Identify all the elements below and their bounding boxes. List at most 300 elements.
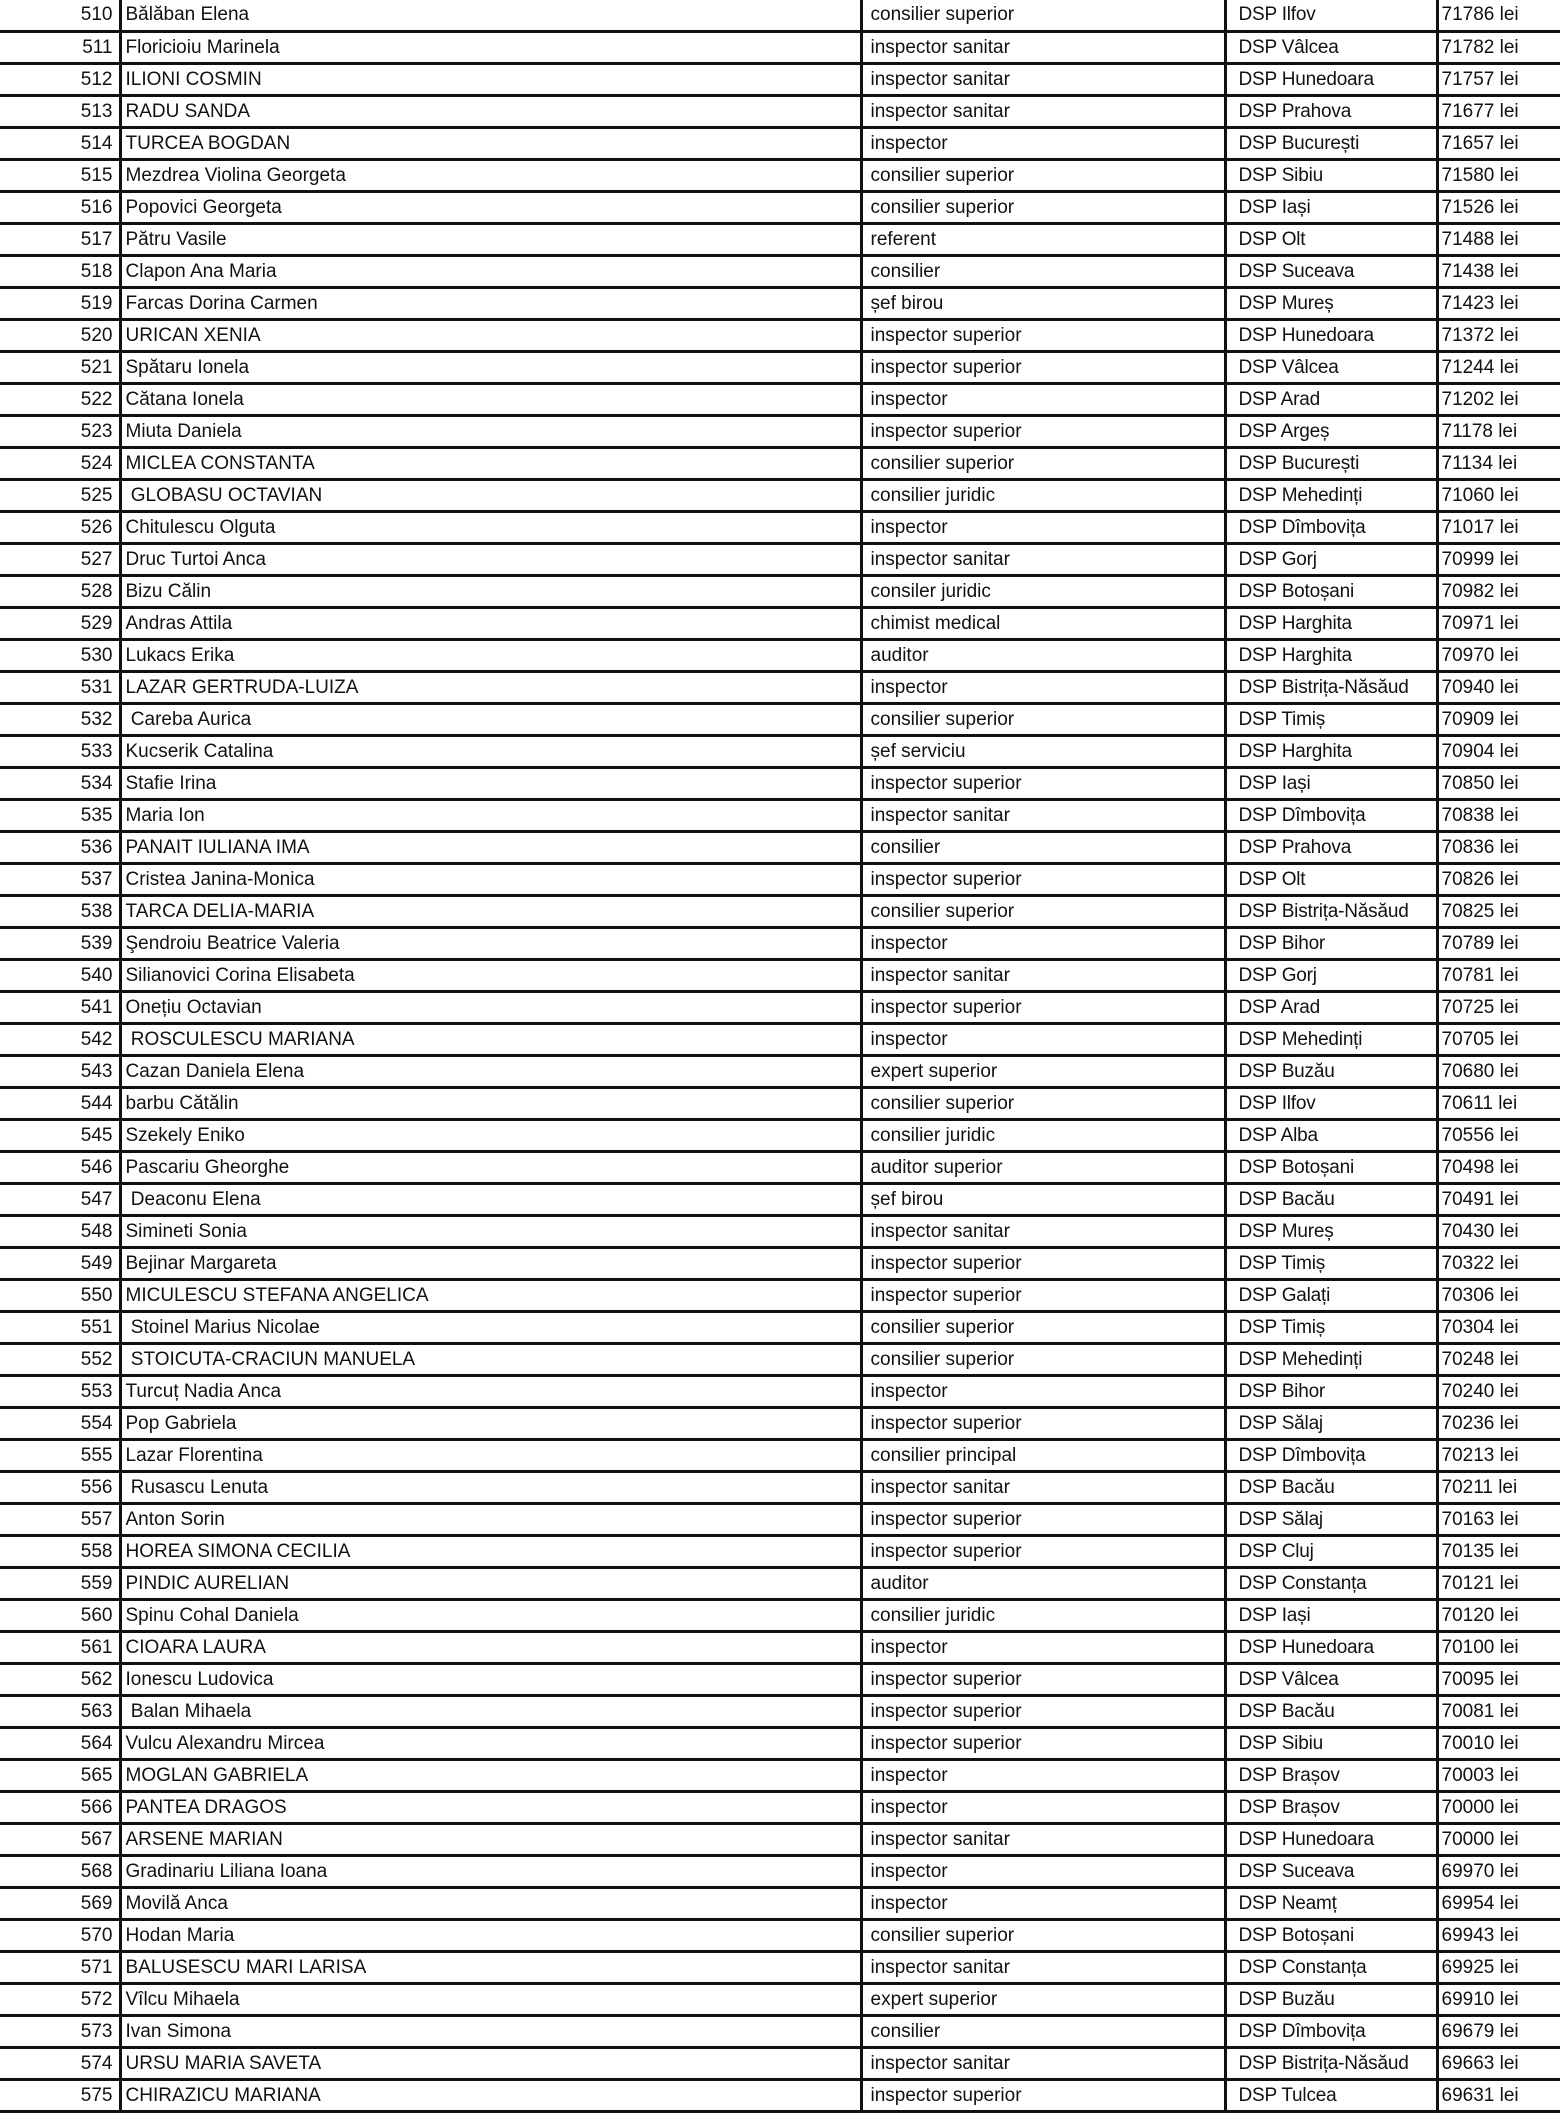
salary-amount: 70781 lei <box>1437 959 1560 991</box>
table-row <box>0 447 1560 479</box>
salary-amount: 70970 lei <box>1437 639 1560 671</box>
institution-name: DSP Sibiu <box>1225 159 1437 191</box>
salary-amount: 69925 lei <box>1437 1951 1560 1983</box>
row-number: 535 <box>0 799 120 831</box>
row-number: 561 <box>0 1631 120 1663</box>
employee-name: barbu Cătălin <box>120 1087 861 1119</box>
employee-name: CHIRAZICU MARIANA <box>120 2079 861 2111</box>
job-title: inspector sanitar <box>861 31 1225 63</box>
job-title: inspector <box>861 1759 1225 1791</box>
table-row <box>0 255 1560 287</box>
salary-amount: 70705 lei <box>1437 1023 1560 1055</box>
row-number: 541 <box>0 991 120 1023</box>
salary-amount: 70010 lei <box>1437 1727 1560 1759</box>
row-number: 512 <box>0 63 120 95</box>
employee-name: Şendroiu Beatrice Valeria <box>120 927 861 959</box>
institution-name: DSP Sălaj <box>1225 1503 1437 1535</box>
institution-name: DSP Harghita <box>1225 735 1437 767</box>
salary-amount: 70000 lei <box>1437 1823 1560 1855</box>
institution-name: DSP Constanța <box>1225 1951 1437 1983</box>
row-number: 514 <box>0 127 120 159</box>
employee-name: Turcuț Nadia Anca <box>120 1375 861 1407</box>
salary-amount: 70304 lei <box>1437 1311 1560 1343</box>
table-row <box>0 0 1560 31</box>
table-row <box>0 543 1560 575</box>
table-row <box>0 1503 1560 1535</box>
employee-name: Kucserik Catalina <box>120 735 861 767</box>
table-row <box>0 1695 1560 1727</box>
job-title: inspector sanitar <box>861 543 1225 575</box>
salary-amount: 70725 lei <box>1437 991 1560 1023</box>
institution-name: DSP Galați <box>1225 1279 1437 1311</box>
institution-name: DSP Botoșani <box>1225 1151 1437 1183</box>
table-row <box>0 1215 1560 1247</box>
job-title: inspector <box>861 511 1225 543</box>
employee-name: Mezdrea Violina Georgeta <box>120 159 861 191</box>
row-number: 515 <box>0 159 120 191</box>
employee-name: Careba Aurica <box>120 703 861 735</box>
employee-name: BALUSESCU MARI LARISA <box>120 1951 861 1983</box>
table-row <box>0 511 1560 543</box>
row-number: 548 <box>0 1215 120 1247</box>
table-row <box>0 63 1560 95</box>
table-row <box>0 607 1560 639</box>
employee-name: STOICUTA-CRACIUN MANUELA <box>120 1343 861 1375</box>
job-title: consilier superior <box>861 1087 1225 1119</box>
institution-name: DSP Dîmbovița <box>1225 511 1437 543</box>
institution-name: DSP Olt <box>1225 223 1437 255</box>
job-title: chimist medical <box>861 607 1225 639</box>
table-row <box>0 1887 1560 1919</box>
table-row <box>0 223 1560 255</box>
row-number: 574 <box>0 2047 120 2079</box>
job-title: șef serviciu <box>861 735 1225 767</box>
row-number: 521 <box>0 351 120 383</box>
job-title: inspector superior <box>861 991 1225 1023</box>
salary-amount: 71677 lei <box>1437 95 1560 127</box>
employee-name: Gradinariu Liliana Ioana <box>120 1855 861 1887</box>
table-row <box>0 991 1560 1023</box>
employee-name: CIOARA LAURA <box>120 1631 861 1663</box>
salary-amount: 69631 lei <box>1437 2079 1560 2111</box>
table-row <box>0 1599 1560 1631</box>
institution-name: DSP Alba <box>1225 1119 1437 1151</box>
employee-name: URICAN XENIA <box>120 319 861 351</box>
row-number: 519 <box>0 287 120 319</box>
salary-amount: 70003 lei <box>1437 1759 1560 1791</box>
table-row <box>0 1471 1560 1503</box>
row-number: 550 <box>0 1279 120 1311</box>
job-title: expert superior <box>861 1983 1225 2015</box>
salary-amount: 70100 lei <box>1437 1631 1560 1663</box>
table-row <box>0 895 1560 927</box>
institution-name: DSP Suceava <box>1225 255 1437 287</box>
salary-amount: 70789 lei <box>1437 927 1560 959</box>
salary-amount: 69943 lei <box>1437 1919 1560 1951</box>
salary-amount: 71134 lei <box>1437 447 1560 479</box>
institution-name: DSP Timiș <box>1225 1247 1437 1279</box>
salary-amount: 70120 lei <box>1437 1599 1560 1631</box>
institution-name: DSP Bihor <box>1225 1375 1437 1407</box>
job-title: expert superior <box>861 1055 1225 1087</box>
row-number: 568 <box>0 1855 120 1887</box>
salary-amount: 69910 lei <box>1437 1983 1560 2015</box>
institution-name: DSP Constanța <box>1225 1567 1437 1599</box>
table-row <box>0 1023 1560 1055</box>
table-row <box>0 95 1560 127</box>
row-number: 543 <box>0 1055 120 1087</box>
institution-name: DSP Prahova <box>1225 831 1437 863</box>
salary-amount: 70081 lei <box>1437 1695 1560 1727</box>
employee-name: Maria Ion <box>120 799 861 831</box>
employee-name: Stoinel Marius Nicolae <box>120 1311 861 1343</box>
row-number: 558 <box>0 1535 120 1567</box>
employee-name: Vîlcu Mihaela <box>120 1983 861 2015</box>
institution-name: DSP Suceava <box>1225 1855 1437 1887</box>
employee-name: PINDIC AURELIAN <box>120 1567 861 1599</box>
employee-name: ILIONI COSMIN <box>120 63 861 95</box>
row-number: 537 <box>0 863 120 895</box>
salary-amount: 70236 lei <box>1437 1407 1560 1439</box>
salary-amount: 70430 lei <box>1437 1215 1560 1247</box>
table-row <box>0 319 1560 351</box>
table-row <box>0 2047 1560 2079</box>
institution-name: DSP Mehedinți <box>1225 479 1437 511</box>
salary-amount: 69970 lei <box>1437 1855 1560 1887</box>
employee-name: LAZAR GERTRUDA-LUIZA <box>120 671 861 703</box>
job-title: consilier juridic <box>861 1599 1225 1631</box>
table-row <box>0 287 1560 319</box>
institution-name: DSP Buzău <box>1225 1983 1437 2015</box>
employee-name: URSU MARIA SAVETA <box>120 2047 861 2079</box>
row-number: 513 <box>0 95 120 127</box>
salary-amount: 70826 lei <box>1437 863 1560 895</box>
row-number: 563 <box>0 1695 120 1727</box>
salary-amount: 71782 lei <box>1437 31 1560 63</box>
institution-name: DSP Botoșani <box>1225 575 1437 607</box>
employee-name: Pop Gabriela <box>120 1407 861 1439</box>
salary-amount: 71423 lei <box>1437 287 1560 319</box>
job-title: inspector sanitar <box>861 95 1225 127</box>
employee-name: Spătaru Ionela <box>120 351 861 383</box>
row-number: 534 <box>0 767 120 799</box>
table-row <box>0 1407 1560 1439</box>
salary-amount: 69663 lei <box>1437 2047 1560 2079</box>
salary-amount: 70611 lei <box>1437 1087 1560 1119</box>
row-number: 524 <box>0 447 120 479</box>
job-title: consilier superior <box>861 1311 1225 1343</box>
table-row <box>0 671 1560 703</box>
table-row <box>0 863 1560 895</box>
table-row <box>0 159 1560 191</box>
employee-name: Ivan Simona <box>120 2015 861 2047</box>
employee-name: Silianovici Corina Elisabeta <box>120 959 861 991</box>
employee-name: Cristea Janina-Monica <box>120 863 861 895</box>
institution-name: DSP Iași <box>1225 191 1437 223</box>
job-title: inspector superior <box>861 1503 1225 1535</box>
institution-name: DSP Brașov <box>1225 1791 1437 1823</box>
table-row <box>0 703 1560 735</box>
institution-name: DSP Mehedinți <box>1225 1023 1437 1055</box>
row-number: 571 <box>0 1951 120 1983</box>
job-title: inspector superior <box>861 319 1225 351</box>
row-number: 555 <box>0 1439 120 1471</box>
institution-name: DSP Gorj <box>1225 959 1437 991</box>
salary-amount: 70095 lei <box>1437 1663 1560 1695</box>
institution-name: DSP Ilfov <box>1225 1087 1437 1119</box>
table-row <box>0 1183 1560 1215</box>
salary-amount: 70836 lei <box>1437 831 1560 863</box>
institution-name: DSP Arad <box>1225 991 1437 1023</box>
job-title: auditor <box>861 639 1225 671</box>
row-number: 545 <box>0 1119 120 1151</box>
row-number: 547 <box>0 1183 120 1215</box>
table-row <box>0 31 1560 63</box>
job-title: inspector <box>861 1023 1225 1055</box>
institution-name: DSP Dîmbovița <box>1225 799 1437 831</box>
row-number: 532 <box>0 703 120 735</box>
table-row <box>0 1823 1560 1855</box>
row-number: 518 <box>0 255 120 287</box>
row-number: 570 <box>0 1919 120 1951</box>
table-row <box>0 1983 1560 2015</box>
salary-amount: 70909 lei <box>1437 703 1560 735</box>
employee-name: MICULESCU STEFANA ANGELICA <box>120 1279 861 1311</box>
institution-name: DSP Bistrița-Năsăud <box>1225 2047 1437 2079</box>
employee-name: ARSENE MARIAN <box>120 1823 861 1855</box>
institution-name: DSP Harghita <box>1225 639 1437 671</box>
salary-amount: 70982 lei <box>1437 575 1560 607</box>
job-title: inspector <box>861 383 1225 415</box>
job-title: consilier superior <box>861 895 1225 927</box>
salary-amount: 71438 lei <box>1437 255 1560 287</box>
salary-amount: 71060 lei <box>1437 479 1560 511</box>
employee-name: Chitulescu Olguta <box>120 511 861 543</box>
job-title: inspector sanitar <box>861 63 1225 95</box>
row-number: 556 <box>0 1471 120 1503</box>
institution-name: DSP Mureș <box>1225 287 1437 319</box>
employee-name: Cătana Ionela <box>120 383 861 415</box>
table-row <box>0 1279 1560 1311</box>
row-number: 554 <box>0 1407 120 1439</box>
table-row <box>0 191 1560 223</box>
salary-amount: 70680 lei <box>1437 1055 1560 1087</box>
table-row <box>0 1951 1560 1983</box>
salary-amount: 69954 lei <box>1437 1887 1560 1919</box>
job-title: referent <box>861 223 1225 255</box>
salary-amount: 70000 lei <box>1437 1791 1560 1823</box>
table-row <box>0 1535 1560 1567</box>
salary-amount: 70211 lei <box>1437 1471 1560 1503</box>
institution-name: DSP Bacău <box>1225 1471 1437 1503</box>
salary-amount: 71178 lei <box>1437 415 1560 447</box>
row-number: 520 <box>0 319 120 351</box>
employee-name: TARCA DELIA-MARIA <box>120 895 861 927</box>
salary-amount: 70121 lei <box>1437 1567 1560 1599</box>
salary-amount: 70322 lei <box>1437 1247 1560 1279</box>
institution-name: DSP Hunedoara <box>1225 1631 1437 1663</box>
table-row <box>0 383 1560 415</box>
job-title: șef birou <box>861 1183 1225 1215</box>
table-row <box>0 2079 1560 2111</box>
institution-name: DSP Prahova <box>1225 95 1437 127</box>
row-number: 551 <box>0 1311 120 1343</box>
institution-name: DSP Bistrița-Năsăud <box>1225 895 1437 927</box>
row-number: 516 <box>0 191 120 223</box>
row-number: 549 <box>0 1247 120 1279</box>
job-title: inspector <box>861 1375 1225 1407</box>
row-number: 546 <box>0 1151 120 1183</box>
institution-name: DSP Ilfov <box>1225 0 1437 31</box>
employee-name: Szekely Eniko <box>120 1119 861 1151</box>
employee-name: MICLEA CONSTANTA <box>120 447 861 479</box>
row-number: 572 <box>0 1983 120 2015</box>
job-title: consilier superior <box>861 703 1225 735</box>
institution-name: DSP Brașov <box>1225 1759 1437 1791</box>
salary-amount: 70940 lei <box>1437 671 1560 703</box>
salary-amount: 70491 lei <box>1437 1183 1560 1215</box>
table-row <box>0 1311 1560 1343</box>
job-title: inspector superior <box>861 351 1225 383</box>
job-title: inspector <box>861 127 1225 159</box>
table-row <box>0 127 1560 159</box>
job-title: inspector <box>861 671 1225 703</box>
job-title: consilier superior <box>861 1919 1225 1951</box>
employee-name: Popovici Georgeta <box>120 191 861 223</box>
job-title: consilier superior <box>861 447 1225 479</box>
table-row <box>0 1343 1560 1375</box>
institution-name: DSP Olt <box>1225 863 1437 895</box>
row-number: 559 <box>0 1567 120 1599</box>
salary-amount: 70135 lei <box>1437 1535 1560 1567</box>
employee-name: MOGLAN GABRIELA <box>120 1759 861 1791</box>
employee-name: Stafie Irina <box>120 767 861 799</box>
row-number: 560 <box>0 1599 120 1631</box>
job-title: inspector superior <box>861 1695 1225 1727</box>
job-title: consilier <box>861 2015 1225 2047</box>
employee-name: Bălăban Elena <box>120 0 861 31</box>
row-number: 565 <box>0 1759 120 1791</box>
salary-amount: 71526 lei <box>1437 191 1560 223</box>
row-number: 510 <box>0 0 120 31</box>
employee-name: PANAIT IULIANA IMA <box>120 831 861 863</box>
row-number: 525 <box>0 479 120 511</box>
row-number: 517 <box>0 223 120 255</box>
institution-name: DSP Vâlcea <box>1225 1663 1437 1695</box>
row-number: 539 <box>0 927 120 959</box>
institution-name: DSP Botoșani <box>1225 1919 1437 1951</box>
row-number: 527 <box>0 543 120 575</box>
table-row <box>0 927 1560 959</box>
employee-name: Simineti Sonia <box>120 1215 861 1247</box>
institution-name: DSP Argeș <box>1225 415 1437 447</box>
employee-name: GLOBASU OCTAVIAN <box>120 479 861 511</box>
job-title: inspector <box>861 1631 1225 1663</box>
institution-name: DSP Bacău <box>1225 1183 1437 1215</box>
institution-name: DSP București <box>1225 127 1437 159</box>
job-title: inspector superior <box>861 415 1225 447</box>
job-title: consiler juridic <box>861 575 1225 607</box>
institution-name: DSP Dîmbovița <box>1225 2015 1437 2047</box>
salary-amount: 71202 lei <box>1437 383 1560 415</box>
row-number: 566 <box>0 1791 120 1823</box>
job-title: inspector superior <box>861 1247 1225 1279</box>
salary-amount: 70498 lei <box>1437 1151 1560 1183</box>
row-number: 564 <box>0 1727 120 1759</box>
table-row <box>0 1375 1560 1407</box>
job-title: inspector superior <box>861 1279 1225 1311</box>
employee-name: Pascariu Gheorghe <box>120 1151 861 1183</box>
row-number: 523 <box>0 415 120 447</box>
table-row <box>0 1663 1560 1695</box>
row-number: 557 <box>0 1503 120 1535</box>
salary-amount: 71580 lei <box>1437 159 1560 191</box>
job-title: șef birou <box>861 287 1225 319</box>
institution-name: DSP Hunedoara <box>1225 63 1437 95</box>
salary-amount: 71017 lei <box>1437 511 1560 543</box>
row-number: 573 <box>0 2015 120 2047</box>
salary-amount: 71244 lei <box>1437 351 1560 383</box>
institution-name: DSP Bistrița-Năsăud <box>1225 671 1437 703</box>
institution-name: DSP Timiș <box>1225 1311 1437 1343</box>
salary-amount: 70825 lei <box>1437 895 1560 927</box>
job-title: inspector sanitar <box>861 1951 1225 1983</box>
table-row <box>0 1759 1560 1791</box>
salary-amount: 70971 lei <box>1437 607 1560 639</box>
row-number: 567 <box>0 1823 120 1855</box>
table-row <box>0 1439 1560 1471</box>
job-title: inspector superior <box>861 1407 1225 1439</box>
employee-name: Rusascu Lenuta <box>120 1471 861 1503</box>
row-number: 552 <box>0 1343 120 1375</box>
table-row <box>0 1247 1560 1279</box>
institution-name: DSP Dîmbovița <box>1225 1439 1437 1471</box>
institution-name: DSP Hunedoara <box>1225 319 1437 351</box>
row-number: 530 <box>0 639 120 671</box>
table-row <box>0 2015 1560 2047</box>
job-title: consilier superior <box>861 159 1225 191</box>
job-title: consilier <box>861 255 1225 287</box>
institution-name: DSP Iași <box>1225 767 1437 799</box>
employee-name: RADU SANDA <box>120 95 861 127</box>
table-row <box>0 799 1560 831</box>
row-number: 526 <box>0 511 120 543</box>
employee-name: Movilă Anca <box>120 1887 861 1919</box>
row-number: 529 <box>0 607 120 639</box>
institution-name: DSP Buzău <box>1225 1055 1437 1087</box>
table-row <box>0 1567 1560 1599</box>
salary-amount: 70248 lei <box>1437 1343 1560 1375</box>
institution-name: DSP Arad <box>1225 383 1437 415</box>
employee-name: ROSCULESCU MARIANA <box>120 1023 861 1055</box>
institution-name: DSP Cluj <box>1225 1535 1437 1567</box>
table-row <box>0 959 1560 991</box>
table-row <box>0 735 1560 767</box>
job-title: inspector sanitar <box>861 1215 1225 1247</box>
job-title: consilier superior <box>861 191 1225 223</box>
salary-amount: 70850 lei <box>1437 767 1560 799</box>
table-row <box>0 575 1560 607</box>
salary-amount: 71786 lei <box>1437 0 1560 31</box>
salary-amount: 70838 lei <box>1437 799 1560 831</box>
row-number: 531 <box>0 671 120 703</box>
row-number: 544 <box>0 1087 120 1119</box>
salary-amount: 70163 lei <box>1437 1503 1560 1535</box>
table-row <box>0 1055 1560 1087</box>
institution-name: DSP București <box>1225 447 1437 479</box>
job-title: auditor superior <box>861 1151 1225 1183</box>
employee-name: Lukacs Erika <box>120 639 861 671</box>
